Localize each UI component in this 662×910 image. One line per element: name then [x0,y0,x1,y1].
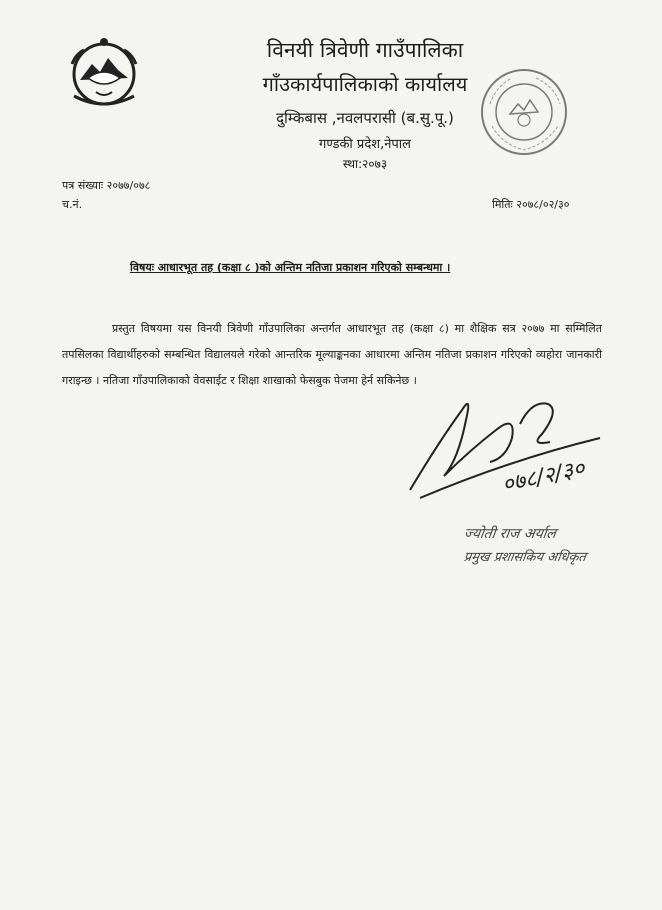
letter-subject: विषयः आधारभूत तह (कक्षा ८ )को अन्तिम नतिजा प्रकाशन गरिएको सम्बन्धमा । [130,261,451,274]
office-address: दुम्किबास ,नवलपरासी (ब.सु.पू.) [276,109,454,127]
letter-number: पत्र संख्याः २०७७/०७८ [62,179,151,192]
letter-body: प्रस्तुत विषयमा यस विनयी त्रिवेणी गाँउपालिका अन्तर्गत आधारभूत तह (कक्षा ८) मा शैक्षिक सत्र २०७७ मा सम्मिलित तपसिलका विद्यार्थीहरुको सम्बन्धित विद्यालयले गरेको आन्तरिक मूल्याङ्कनका आधारमा अन्तिम नतिजा प्रकाशन गरिएको व्यहोरा जानकारी गराइन्छ । नतिजा गाँउपालिकाको वेवसाईट र शिक्षा शाखाको फेसबुक पेजमा हेर्न सकिनेछ । [62,322,602,387]
established-year: स्था:२०७३ [342,157,388,171]
municipality-name: विनयी त्रिवेणी गाउँपालिका [266,38,464,62]
signature-icon [400,380,630,505]
office-name: गाँउकार्यपालिकाको कार्यालय [262,72,468,96]
letter-date: मितिः २०७८/०२/३० [492,198,570,211]
signatory-name: ज्योती राज अर्याल [462,526,557,542]
nepal-emblem-icon [66,34,142,110]
office-stamp-icon [476,64,572,160]
province-name: गण्डकी प्रदेश,नेपाल [319,137,411,152]
signatory-designation: प्रमुख प्रशासकिय अधिकृत [462,550,587,565]
signature-date: ०७८/२/३० [500,456,587,498]
dispatch-number: च.नं. [62,198,83,211]
